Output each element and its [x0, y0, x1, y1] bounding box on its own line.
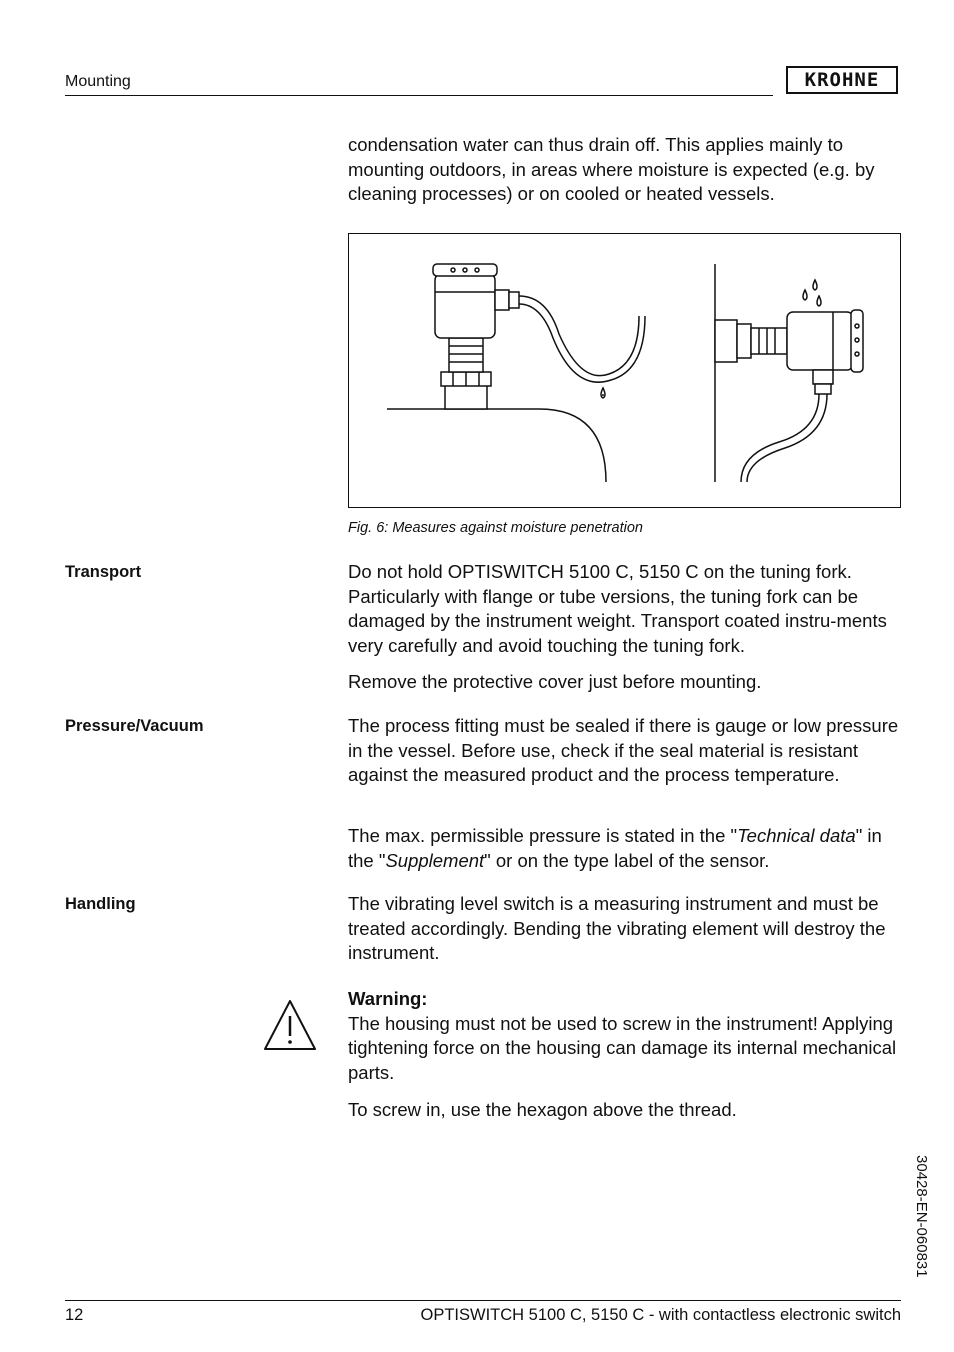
- right-sensor-housing: [787, 312, 853, 370]
- intro-paragraph: condensation water can thus drain off. This applies mainly to mounting outdoors, in areas where moisture is expected (e.g. by cleaning processes) or on cooled or heated vessels.: [348, 134, 875, 204]
- vessel-top-outline: [387, 409, 606, 482]
- pressure-paragraph-2: The max. permissible pressure is stated in the "Technical data" in the "Supplement" or on the type label of the sensor.: [348, 825, 882, 871]
- transport-paragraph-1: Do not hold OPTISWITCH 5100 C, 5150 C on the tuning fork. Particularly with flange or tube versions, the tuning fork can be damaged by the instrument weight. Transport coated instru-ments very carefully and avoid touching the tuning fork.: [348, 561, 887, 656]
- section-label-transport: Transport: [65, 563, 142, 581]
- water-drop-icon: [813, 280, 817, 290]
- footer-document-title: OPTISWITCH 5100 C, 5150 C - with contactless electronic switch: [420, 1306, 901, 1324]
- page-number: 12: [65, 1306, 84, 1324]
- left-cable-loop: [519, 296, 639, 376]
- section-label-pressure-vacuum: Pressure/Vacuum: [65, 717, 204, 735]
- header-section-title: Mounting: [65, 73, 131, 90]
- header-rule: [65, 95, 773, 96]
- warning-triangle-icon: [262, 998, 318, 1052]
- water-drop-icon: [817, 296, 821, 306]
- reference-technical-data: Technical data: [737, 825, 856, 846]
- pressure-paragraph-1: The process fitting must be sealed if there is gauge or low pressure in the vessel. Before use, check if the seal material is resistant against the measured product and the process temperature.: [348, 715, 899, 785]
- right-cable: [741, 394, 819, 482]
- handling-paragraph-2: To screw in, use the hexagon above the thread.: [348, 1099, 737, 1120]
- left-sensor-housing: [435, 274, 495, 338]
- right-sensor-socket: [715, 320, 737, 362]
- left-sensor-socket: [445, 384, 487, 409]
- reference-supplement: Supplement: [385, 849, 485, 871]
- figure-caption: Fig. 6: Measures against moisture penetration: [348, 520, 643, 536]
- handling-paragraph-1: The vibrating level switch is a measuring instrument and must be treated accordingly. Bending the vibrating element will destroy the instrument.: [348, 893, 886, 963]
- warning-block: [348, 987, 904, 1085]
- warning-title: Warning:: [348, 988, 428, 1009]
- krohne-logo: KROHNE: [786, 66, 898, 94]
- moisture-illustration: [349, 234, 900, 507]
- warning-text: The housing must not be used to screw in the instrument! Applying tightening force on the housing can damage its internal mechanical parts.: [348, 1012, 897, 1083]
- water-drop-icon: [601, 388, 605, 398]
- water-drop-icon: [803, 290, 807, 300]
- transport-paragraph-2: Remove the protective cover just before mounting.: [348, 671, 762, 692]
- document-code: 30428-EN-060831: [913, 1155, 930, 1278]
- footer-rule: [65, 1300, 901, 1301]
- figure-moisture-penetration: [348, 233, 901, 508]
- section-label-handling: Handling: [65, 895, 136, 913]
